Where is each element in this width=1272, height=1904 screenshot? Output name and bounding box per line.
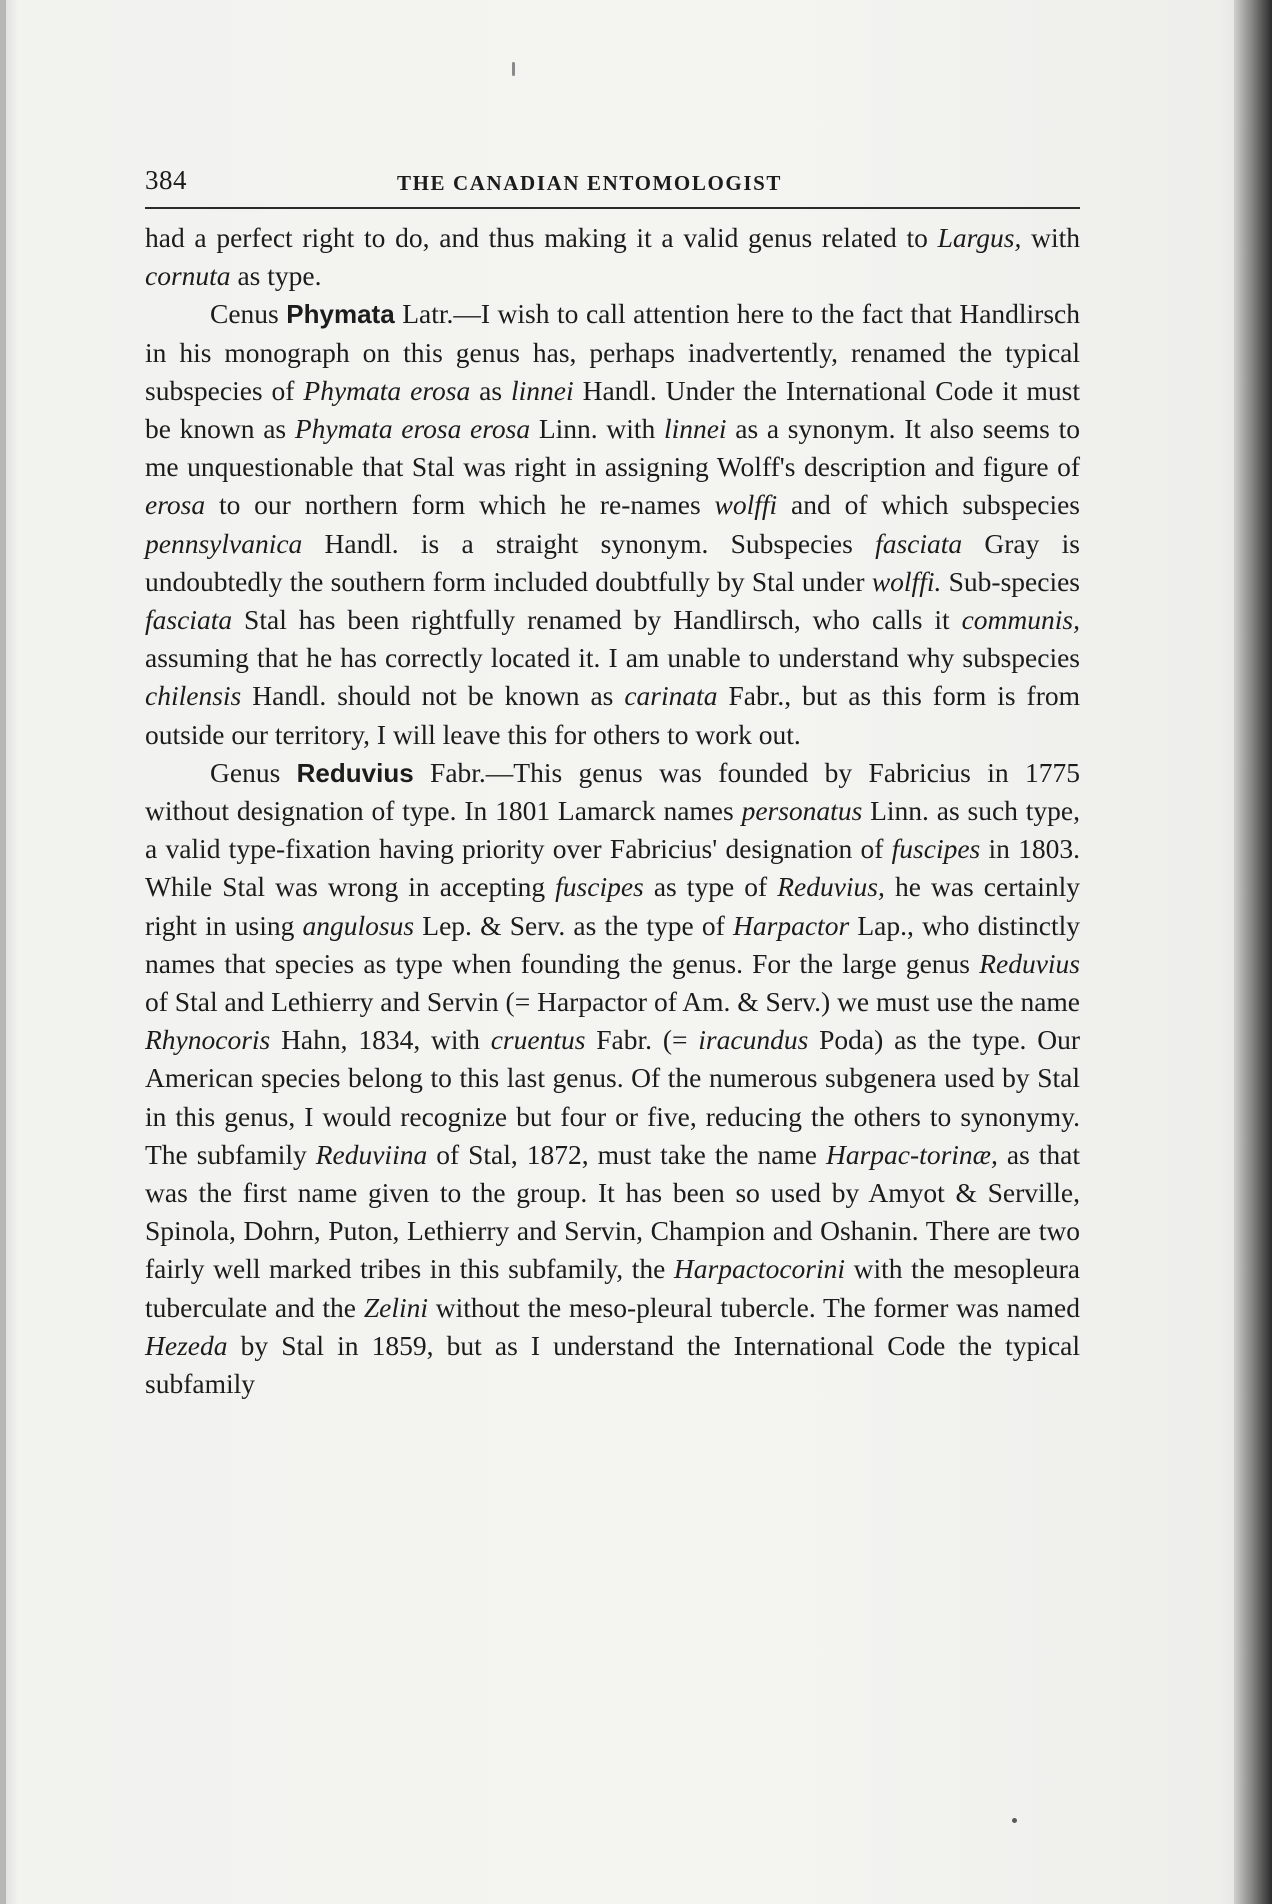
text-run: as type of bbox=[643, 871, 778, 903]
body-text bbox=[145, 219, 1080, 1403]
text-run: Stal has been rightfully renamed by Handlirsch, who calls it bbox=[232, 604, 962, 636]
paragraph bbox=[145, 219, 1080, 295]
text-run: by Stal in 1859, but as I understand the International Code the typical subfamily bbox=[145, 1329, 1080, 1400]
italic-taxon: Phymata erosa erosa bbox=[294, 413, 531, 445]
text-run: assuming that he has correctly located it. I am unable to understand why subspecies bbox=[145, 642, 1080, 674]
italic-taxon: fuscipes bbox=[555, 871, 644, 903]
text-run: Fabr.—This genus was founded by Fabricius in 1775 without designation of type. In 1801 Lamarck names bbox=[145, 756, 1080, 827]
text-run: in 1803. While Stal was wrong in accepting bbox=[145, 833, 1081, 903]
italic-taxon: carinata bbox=[624, 680, 718, 712]
running-head bbox=[145, 165, 1080, 205]
italic-taxon: Reduvius, bbox=[777, 871, 885, 903]
italic-taxon: fuscipes bbox=[891, 833, 981, 865]
italic-taxon: Harpactor bbox=[733, 909, 850, 941]
text-run: he was certainly right in using bbox=[145, 871, 1080, 941]
text-run: Cenus bbox=[210, 298, 287, 330]
italic-taxon: fasciata bbox=[875, 527, 963, 559]
italic-taxon: angulosus bbox=[302, 909, 415, 941]
genus-heading: Reduvius bbox=[296, 757, 414, 788]
text-run: Handl. should not be known as bbox=[241, 680, 625, 712]
text-run: of Stal, 1872, must take the name bbox=[427, 1138, 826, 1170]
italic-taxon: Largus, bbox=[937, 222, 1022, 253]
italic-taxon: Reduviina bbox=[315, 1138, 428, 1170]
italic-taxon: Harpactocorini bbox=[673, 1253, 846, 1285]
page-number: 384 bbox=[145, 165, 187, 195]
text-run: Fabr. (= bbox=[585, 1024, 699, 1056]
text-run: Handl. Under the International Code it must be known as bbox=[145, 374, 1080, 445]
print-speck bbox=[512, 62, 515, 76]
text-run: Hahn, 1834, with bbox=[270, 1024, 491, 1056]
paragraph bbox=[145, 754, 1080, 1403]
italic-taxon: iracundus bbox=[698, 1024, 809, 1056]
text-run: Gray is undoubtedly the southern form included doubtfully by Stal under bbox=[145, 527, 1080, 597]
binding-shadow bbox=[1234, 0, 1272, 1904]
italic-taxon: cruentus bbox=[490, 1024, 586, 1056]
text-run: as that was the first name given to the group. It has been so used by Amyot & Serville, Spinola, Dohrn, Puton, Lethierry and Servin, Champion and Oshanin. There are two fairly well marked tribes in this subfamily, the bbox=[145, 1138, 1080, 1285]
text-run: with the mesopleura tuberculate and the bbox=[145, 1253, 1081, 1323]
header-rule bbox=[145, 207, 1080, 209]
text-run: as bbox=[470, 374, 512, 406]
text-run: as a synonym. It also seems to me unquestionable that Stal was right in assigning Wolff's description and figure of bbox=[145, 413, 1080, 483]
italic-taxon: linnei bbox=[663, 413, 727, 445]
italic-taxon: Harpac-torinæ, bbox=[826, 1138, 998, 1170]
italic-taxon: fasciata bbox=[145, 604, 233, 636]
italic-taxon: personatus bbox=[741, 795, 863, 827]
italic-taxon: communis, bbox=[961, 604, 1080, 636]
italic-taxon: wolffi bbox=[714, 489, 778, 521]
italic-taxon: erosa bbox=[145, 489, 206, 521]
text-run: Linn. as such type, a valid type-fixation having priority over Fabricius' designation of bbox=[145, 795, 1080, 865]
journal-title: THE CANADIAN ENTOMOLOGIST bbox=[397, 171, 783, 195]
italic-taxon: Phymata erosa bbox=[303, 374, 471, 406]
italic-taxon: cornuta bbox=[145, 260, 231, 292]
italic-taxon: Reduvius bbox=[979, 947, 1080, 979]
text-run: Fabr., but as this form is from outside our territory, I will leave this for others to work out. bbox=[145, 680, 1080, 750]
text-run: Sub-species bbox=[941, 565, 1080, 597]
text-run: Lap., who distinctly names that species as type when founding the genus. For the large genus bbox=[145, 909, 1080, 979]
italic-taxon: linnei bbox=[511, 374, 574, 406]
italic-taxon: pennsylvanica bbox=[145, 527, 303, 559]
italic-taxon: Hezeda bbox=[145, 1329, 228, 1361]
text-run: Linn. with bbox=[530, 413, 664, 445]
print-speck bbox=[1012, 1818, 1017, 1823]
paragraph bbox=[145, 295, 1080, 753]
text-run: of Stal and Lethierry and Servin (= Harpactor of Am. & Serv.) we must use the name bbox=[145, 986, 1080, 1018]
book-page bbox=[145, 165, 1080, 1403]
text-run: and of which subspecies bbox=[777, 489, 1080, 521]
text-run: Latr.—I wish to call attention here to the fact that Handlirsch in his monograph on this genus has, perhaps inadvertently, renamed the typical subspecies of bbox=[145, 298, 1080, 406]
text-run: as type. bbox=[230, 260, 322, 292]
italic-taxon: Rhynocoris bbox=[145, 1024, 271, 1056]
text-run: to our northern form which he re-names bbox=[205, 489, 715, 521]
italic-taxon: Zelini bbox=[363, 1291, 428, 1323]
genus-heading: Phymata bbox=[286, 299, 395, 330]
italic-taxon: wolffi. bbox=[871, 565, 942, 597]
text-run: Lep. & Serv. as the type of bbox=[414, 909, 734, 941]
text-run: Poda) as the type. Our American species belong to this last genus. Of the numerous subgenera used by Stal in this genus, I would recognize but four or five, reducing the others to synonymy. The subfamily bbox=[145, 1024, 1080, 1170]
left-page-edge bbox=[0, 0, 6, 1904]
text-run: without the meso-pleural tubercle. The former was named bbox=[427, 1291, 1080, 1323]
italic-taxon: chilensis bbox=[145, 680, 242, 712]
text-run: Genus bbox=[210, 756, 297, 788]
text-run: Handl. is a straight synonym. Subspecies bbox=[302, 527, 876, 559]
text-run: had a perfect right to do, and thus making it a valid genus related to bbox=[145, 222, 938, 253]
text-run: with bbox=[1021, 222, 1080, 253]
